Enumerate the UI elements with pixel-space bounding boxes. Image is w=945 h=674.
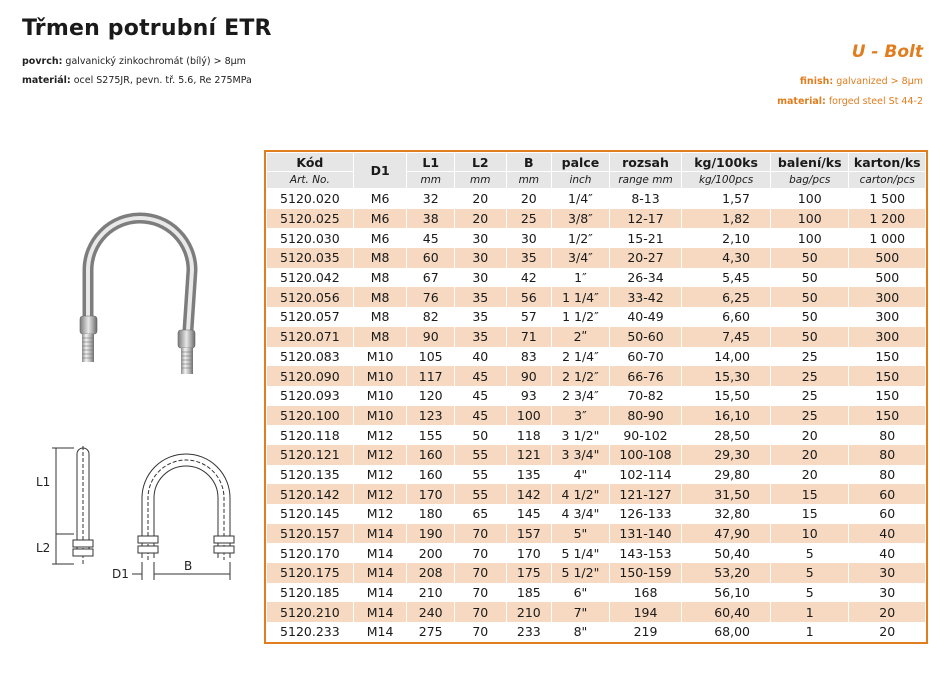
table-cell: 20: [454, 189, 506, 209]
table-cell: 5120.042: [267, 268, 354, 288]
col-header: L2: [454, 153, 506, 172]
table-cell: 100: [506, 406, 551, 426]
col-subheader: kg/100pcs: [682, 172, 771, 189]
table-cell: 56,10: [682, 583, 771, 603]
table-cell: 190: [407, 524, 455, 544]
table-cell: 29,80: [682, 465, 771, 485]
table-cell: 7": [552, 602, 610, 622]
table-cell: 5120.035: [267, 248, 354, 268]
table-cell: 5120.093: [267, 386, 354, 406]
table-cell: 29,30: [682, 445, 771, 465]
table-cell: 142: [506, 484, 551, 504]
table-row: [267, 327, 926, 347]
table-cell: 60,40: [682, 602, 771, 622]
table-row: [267, 622, 926, 642]
table-cell: 25: [770, 386, 849, 406]
table-cell: M8: [353, 327, 407, 347]
table-cell: 180: [407, 504, 455, 524]
table-cell: 5120.210: [267, 602, 354, 622]
table-row: [267, 386, 926, 406]
table-cell: 1 200: [849, 209, 926, 229]
table-cell: 300: [849, 327, 926, 347]
table-cell: 70-82: [609, 386, 681, 406]
table-cell: 25: [770, 347, 849, 367]
col-subheader: mm: [506, 172, 551, 189]
table-cell: 5120.185: [267, 583, 354, 603]
table-cell: 68,00: [682, 622, 771, 642]
table-cell: 102-114: [609, 465, 681, 485]
cz-finish-value: galvanický zinkochromát (bílý) > 8μm: [62, 56, 246, 67]
table-cell: 105: [407, 347, 455, 367]
spec-table: [266, 152, 926, 642]
table-cell: 194: [609, 602, 681, 622]
table-cell: 5120.170: [267, 543, 354, 563]
table-cell: M8: [353, 268, 407, 288]
table-cell: 60: [849, 484, 926, 504]
table-cell: M6: [353, 189, 407, 209]
table-row: [267, 268, 926, 288]
table-cell: 5 1/4": [552, 543, 610, 563]
table-cell: 2 1/2″: [552, 366, 610, 386]
table-cell: 45: [454, 406, 506, 426]
table-cell: 40: [849, 524, 926, 544]
en-finish-value: galvanized > 8μm: [833, 76, 923, 87]
table-cell: 1 1/4″: [552, 287, 610, 307]
table-cell: 5120.056: [267, 287, 354, 307]
table-cell: 5120.083: [267, 347, 354, 367]
table-cell: 160: [407, 465, 455, 485]
table-cell: 35: [454, 307, 506, 327]
table-cell: 8-13: [609, 189, 681, 209]
table-cell: 93: [506, 386, 551, 406]
table-cell: 175: [506, 563, 551, 583]
table-cell: 157: [506, 524, 551, 544]
table-cell: 42: [506, 268, 551, 288]
table-cell: 1 000: [849, 228, 926, 248]
table-cell: M12: [353, 484, 407, 504]
table-cell: 143-153: [609, 543, 681, 563]
table-cell: M10: [353, 386, 407, 406]
table-cell: 300: [849, 287, 926, 307]
table-cell: M8: [353, 287, 407, 307]
table-cell: 40: [454, 347, 506, 367]
table-cell: 300: [849, 307, 926, 327]
col-header: palce: [552, 153, 610, 172]
table-cell: 83: [506, 347, 551, 367]
table-cell: 123: [407, 406, 455, 426]
table-row: [267, 484, 926, 504]
table-cell: 76: [407, 287, 455, 307]
cz-finish: [22, 56, 246, 67]
table-cell: 150: [849, 366, 926, 386]
table-row: [267, 248, 926, 268]
table-cell: 60: [407, 248, 455, 268]
table-cell: 3 3/4": [552, 445, 610, 465]
table-cell: 30: [454, 268, 506, 288]
table-cell: 32: [407, 189, 455, 209]
table-cell: 1: [770, 622, 849, 642]
table-cell: 5120.030: [267, 228, 354, 248]
table-cell: 1/2″: [552, 228, 610, 248]
col-subheader: mm: [454, 172, 506, 189]
table-cell: 70: [454, 602, 506, 622]
table-row: [267, 406, 926, 426]
table-cell: M14: [353, 543, 407, 563]
u-bolt-drawing: [14, 440, 254, 590]
table-cell: 32,80: [682, 504, 771, 524]
table-cell: 67: [407, 268, 455, 288]
table-cell: 2ʺ: [552, 327, 610, 347]
table-cell: M14: [353, 602, 407, 622]
table-cell: M14: [353, 524, 407, 544]
col-subheader: range mm: [609, 172, 681, 189]
table-cell: 28,50: [682, 425, 771, 445]
table-cell: 45: [407, 228, 455, 248]
table-cell: 1,82: [682, 209, 771, 229]
table-cell: 100: [770, 189, 849, 209]
table-cell: 275: [407, 622, 455, 642]
cz-finish-label: povrch:: [22, 56, 63, 67]
table-cell: 210: [506, 602, 551, 622]
table-cell: 5120.100: [267, 406, 354, 426]
table-cell: 117: [407, 366, 455, 386]
table-cell: 57: [506, 307, 551, 327]
table-row: [267, 209, 926, 229]
table-row: [267, 524, 926, 544]
table-cell: M14: [353, 622, 407, 642]
table-cell: 4 1/2": [552, 484, 610, 504]
col-header: Kód: [267, 153, 354, 172]
table-cell: 210: [407, 583, 455, 603]
table-cell: 5120.233: [267, 622, 354, 642]
table-cell: 208: [407, 563, 455, 583]
table-cell: 82: [407, 307, 455, 327]
table-cell: 25: [506, 209, 551, 229]
table-cell: M12: [353, 465, 407, 485]
table-cell: 120: [407, 386, 455, 406]
en-material: [777, 96, 923, 107]
table-cell: M12: [353, 425, 407, 445]
table-cell: 40: [849, 543, 926, 563]
table-cell: 1″: [552, 268, 610, 288]
table-cell: 30: [454, 228, 506, 248]
table-cell: 5120.025: [267, 209, 354, 229]
table-cell: M10: [353, 366, 407, 386]
table-cell: 5120.121: [267, 445, 354, 465]
table-cell: 100-108: [609, 445, 681, 465]
table-cell: 121-127: [609, 484, 681, 504]
table-cell: 2,10: [682, 228, 771, 248]
table-cell: 1/4″: [552, 189, 610, 209]
table-row: [267, 445, 926, 465]
table-cell: M6: [353, 209, 407, 229]
table-cell: 6,25: [682, 287, 771, 307]
table-cell: 2 1/4″: [552, 347, 610, 367]
cz-material-value: ocel S275JR, pevn. tř. 5.6, Re 275MPa: [70, 75, 252, 86]
table-cell: 20: [849, 622, 926, 642]
cz-material: [22, 75, 252, 86]
col-subheader: carton/pcs: [849, 172, 926, 189]
table-cell: 126-133: [609, 504, 681, 524]
table-cell: 90: [407, 327, 455, 347]
table-cell: 5: [770, 563, 849, 583]
table-cell: 90: [506, 366, 551, 386]
table-cell: 26-34: [609, 268, 681, 288]
label-b: B: [184, 559, 193, 573]
table-cell: 500: [849, 268, 926, 288]
table-cell: 15,30: [682, 366, 771, 386]
table-cell: 20: [770, 465, 849, 485]
col-header: L1: [407, 153, 455, 172]
table-cell: 150: [849, 386, 926, 406]
table-cell: 5120.090: [267, 366, 354, 386]
table-cell: 55: [454, 465, 506, 485]
table-cell: 4,30: [682, 248, 771, 268]
table-cell: M6: [353, 228, 407, 248]
table-cell: 5120.071: [267, 327, 354, 347]
cz-material-label: materiál:: [22, 75, 71, 86]
table-cell: 219: [609, 622, 681, 642]
table-cell: 25: [770, 406, 849, 426]
table-row: [267, 543, 926, 563]
table-row: [267, 602, 926, 622]
table-cell: 20: [849, 602, 926, 622]
table-row: [267, 465, 926, 485]
table-cell: 60: [849, 504, 926, 524]
table-cell: 6": [552, 583, 610, 603]
col-header: balení/ks: [770, 153, 849, 172]
table-cell: 8": [552, 622, 610, 642]
table-row: [267, 583, 926, 603]
table-cell: 240: [407, 602, 455, 622]
table-cell: 185: [506, 583, 551, 603]
table-cell: 15: [770, 504, 849, 524]
table-cell: 150: [849, 406, 926, 426]
table-cell: 55: [454, 484, 506, 504]
table-cell: 5 1/2": [552, 563, 610, 583]
table-cell: M8: [353, 248, 407, 268]
u-bolt-photo: [60, 210, 230, 380]
table-cell: 70: [454, 583, 506, 603]
table-cell: 100: [770, 209, 849, 229]
table-row: [267, 189, 926, 209]
table-cell: 3/8″: [552, 209, 610, 229]
table-cell: 3/4″: [552, 248, 610, 268]
table-cell: 12-17: [609, 209, 681, 229]
table-cell: 3 1/2": [552, 425, 610, 445]
table-cell: 80: [849, 445, 926, 465]
table-cell: 170: [407, 484, 455, 504]
table-cell: 500: [849, 248, 926, 268]
table-cell: 50,40: [682, 543, 771, 563]
table-cell: 5120.135: [267, 465, 354, 485]
table-cell: 50: [770, 287, 849, 307]
table-cell: 50: [454, 425, 506, 445]
table-cell: 6,60: [682, 307, 771, 327]
col-header: kg/100ks: [682, 153, 771, 172]
table-cell: 1,57: [682, 189, 771, 209]
table-cell: 170: [506, 543, 551, 563]
table-cell: 118: [506, 425, 551, 445]
label-l2: L2: [36, 541, 51, 555]
table-cell: 30: [454, 248, 506, 268]
table-cell: 47,90: [682, 524, 771, 544]
table-cell: 38: [407, 209, 455, 229]
table-row: [267, 307, 926, 327]
table-cell: 1 1/2″: [552, 307, 610, 327]
table-cell: 5": [552, 524, 610, 544]
table-cell: 1 500: [849, 189, 926, 209]
table-cell: 150-159: [609, 563, 681, 583]
table-cell: M8: [353, 307, 407, 327]
table-cell: 40-49: [609, 307, 681, 327]
table-cell: 71: [506, 327, 551, 347]
table-row: [267, 563, 926, 583]
table-cell: 5,45: [682, 268, 771, 288]
page-title: Třmen potrubní ETR: [22, 16, 272, 41]
table-cell: 5120.157: [267, 524, 354, 544]
table-cell: 60-70: [609, 347, 681, 367]
table-cell: 20: [770, 445, 849, 465]
col-header: karton/ks: [849, 153, 926, 172]
table-cell: 16,10: [682, 406, 771, 426]
table-cell: 168: [609, 583, 681, 603]
col-header: D1: [353, 153, 407, 189]
table-cell: 5120.020: [267, 189, 354, 209]
table-cell: 10: [770, 524, 849, 544]
table-cell: 233: [506, 622, 551, 642]
table-cell: 33-42: [609, 287, 681, 307]
table-cell: 100: [770, 228, 849, 248]
table-row: [267, 425, 926, 445]
table-cell: 50: [770, 268, 849, 288]
table-cell: 70: [454, 563, 506, 583]
table-cell: 20: [454, 209, 506, 229]
table-cell: 160: [407, 445, 455, 465]
table-cell: 50: [770, 327, 849, 347]
en-material-value: forged steel St 44-2: [825, 96, 923, 107]
table-row: [267, 287, 926, 307]
table-cell: 31,50: [682, 484, 771, 504]
table-cell: 80: [849, 425, 926, 445]
table-cell: 14,00: [682, 347, 771, 367]
table-cell: 45: [454, 386, 506, 406]
table-cell: 50-60: [609, 327, 681, 347]
table-cell: M12: [353, 504, 407, 524]
en-title: U - Bolt: [851, 42, 923, 62]
table-cell: 30: [849, 583, 926, 603]
table-cell: 55: [454, 445, 506, 465]
table-row: [267, 228, 926, 248]
table-row: [267, 366, 926, 386]
label-l1: L1: [36, 475, 51, 489]
table-cell: 25: [770, 366, 849, 386]
table-cell: 4": [552, 465, 610, 485]
table-cell: 131-140: [609, 524, 681, 544]
table-cell: 90-102: [609, 425, 681, 445]
table-cell: 3″: [552, 406, 610, 426]
table-cell: M10: [353, 406, 407, 426]
table-cell: 5120.142: [267, 484, 354, 504]
table-cell: 20: [770, 425, 849, 445]
table-cell: 30: [506, 228, 551, 248]
table-cell: M14: [353, 563, 407, 583]
table-cell: 135: [506, 465, 551, 485]
table-cell: 45: [454, 366, 506, 386]
table-cell: 15: [770, 484, 849, 504]
table-cell: 5120.145: [267, 504, 354, 524]
table-cell: M10: [353, 347, 407, 367]
table-cell: 65: [454, 504, 506, 524]
table-cell: 5: [770, 543, 849, 563]
table-cell: M14: [353, 583, 407, 603]
col-subheader: bag/pcs: [770, 172, 849, 189]
table-cell: 15,50: [682, 386, 771, 406]
col-subheader: mm: [407, 172, 455, 189]
col-subheader: inch: [552, 172, 610, 189]
table-cell: 200: [407, 543, 455, 563]
table-cell: 53,20: [682, 563, 771, 583]
en-material-label: material:: [777, 96, 826, 107]
table-cell: 2 3/4″: [552, 386, 610, 406]
col-header: B: [506, 153, 551, 172]
en-finish-label: finish:: [799, 76, 834, 87]
table-cell: 1: [770, 602, 849, 622]
table-cell: 80-90: [609, 406, 681, 426]
table-cell: 30: [849, 563, 926, 583]
table-cell: 35: [454, 287, 506, 307]
table-cell: 155: [407, 425, 455, 445]
table-cell: 35: [454, 327, 506, 347]
col-header: rozsah: [609, 153, 681, 172]
table-cell: 50: [770, 307, 849, 327]
table-cell: 150: [849, 347, 926, 367]
table-cell: 50: [770, 248, 849, 268]
table-cell: 70: [454, 622, 506, 642]
table-cell: 145: [506, 504, 551, 524]
table-cell: 80: [849, 465, 926, 485]
table-row: [267, 347, 926, 367]
table-cell: 70: [454, 524, 506, 544]
table-cell: 4 3/4": [552, 504, 610, 524]
table-cell: 5120.175: [267, 563, 354, 583]
table-cell: 121: [506, 445, 551, 465]
table-cell: 20-27: [609, 248, 681, 268]
col-subheader: Art. No.: [267, 172, 354, 189]
table-cell: 15-21: [609, 228, 681, 248]
table-cell: 70: [454, 543, 506, 563]
table-cell: 5: [770, 583, 849, 603]
label-d1: D1: [112, 567, 129, 581]
table-cell: 20: [506, 189, 551, 209]
table-row: [267, 504, 926, 524]
table-cell: 5120.118: [267, 425, 354, 445]
table-cell: M12: [353, 445, 407, 465]
table-cell: 35: [506, 248, 551, 268]
table-cell: 66-76: [609, 366, 681, 386]
table-cell: 56: [506, 287, 551, 307]
en-finish: [800, 76, 923, 87]
spec-table-frame: [264, 150, 928, 644]
table-cell: 5120.057: [267, 307, 354, 327]
table-cell: 7,45: [682, 327, 771, 347]
